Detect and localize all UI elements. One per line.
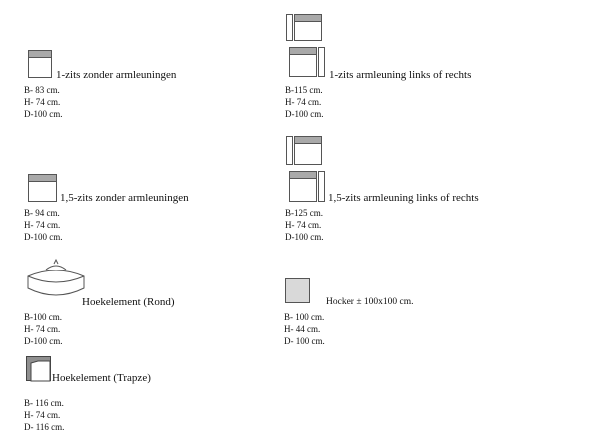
sofa-1-seat-arm-icon bbox=[286, 14, 326, 78]
dim-height: H- 74 cm. bbox=[24, 410, 61, 420]
item-4-dimensions bbox=[285, 207, 324, 243]
dim-depth: D-100 cm. bbox=[285, 232, 324, 242]
item-2-dimensions bbox=[285, 84, 324, 120]
item-6-title: Hocker ± 100x100 cm. bbox=[326, 297, 414, 307]
sofa-1-5-seat-icon bbox=[28, 174, 58, 202]
item-1-dimensions bbox=[24, 84, 63, 120]
dim-depth: D- 100 cm. bbox=[284, 336, 325, 346]
item-1-title: 1-zits zonder armleuningen bbox=[56, 69, 177, 81]
item-2-title: 1-zits armleuning links of rechts bbox=[329, 69, 472, 81]
sofa-1-5-seat-arm-icon bbox=[286, 136, 326, 204]
dim-width: B-100 cm. bbox=[24, 312, 62, 322]
corner-trapeze-icon bbox=[26, 356, 52, 382]
item-5-dimensions bbox=[24, 311, 63, 347]
dim-depth: D-100 cm. bbox=[24, 232, 63, 242]
dim-depth: D-100 cm. bbox=[24, 109, 63, 119]
dim-depth: D-100 cm. bbox=[285, 109, 324, 119]
hocker-icon bbox=[285, 278, 311, 304]
item-4-title: 1,5-zits armleuning links of rechts bbox=[328, 192, 479, 204]
item-5-title: Hoekelement (Rond) bbox=[82, 296, 175, 308]
item-7-dimensions bbox=[24, 397, 64, 433]
dim-height: H- 74 cm. bbox=[24, 220, 61, 230]
dim-width: B-115 cm. bbox=[285, 85, 323, 95]
dim-height: H- 74 cm. bbox=[24, 97, 61, 107]
dim-width: B- 94 cm. bbox=[24, 208, 60, 218]
dim-height: H- 44 cm. bbox=[284, 324, 321, 334]
dim-width: B- 116 cm. bbox=[24, 398, 64, 408]
dim-width: B- 100 cm. bbox=[284, 312, 325, 322]
corner-round-icon bbox=[24, 258, 88, 298]
dim-height: H- 74 cm. bbox=[285, 220, 322, 230]
item-7-title: Hoekelement (Trapze) bbox=[52, 372, 151, 384]
item-6-dimensions bbox=[284, 311, 325, 347]
sofa-1-seat-icon bbox=[28, 50, 52, 78]
dim-width: B- 83 cm. bbox=[24, 85, 60, 95]
dim-height: H- 74 cm. bbox=[24, 324, 61, 334]
dim-height: H- 74 cm. bbox=[285, 97, 322, 107]
item-3-dimensions bbox=[24, 207, 63, 243]
item-3-title: 1,5-zits zonder armleuningen bbox=[60, 192, 189, 204]
dim-width: B-125 cm. bbox=[285, 208, 323, 218]
dim-depth: D- 116 cm. bbox=[24, 422, 65, 432]
dim-depth: D-100 cm. bbox=[24, 336, 63, 346]
